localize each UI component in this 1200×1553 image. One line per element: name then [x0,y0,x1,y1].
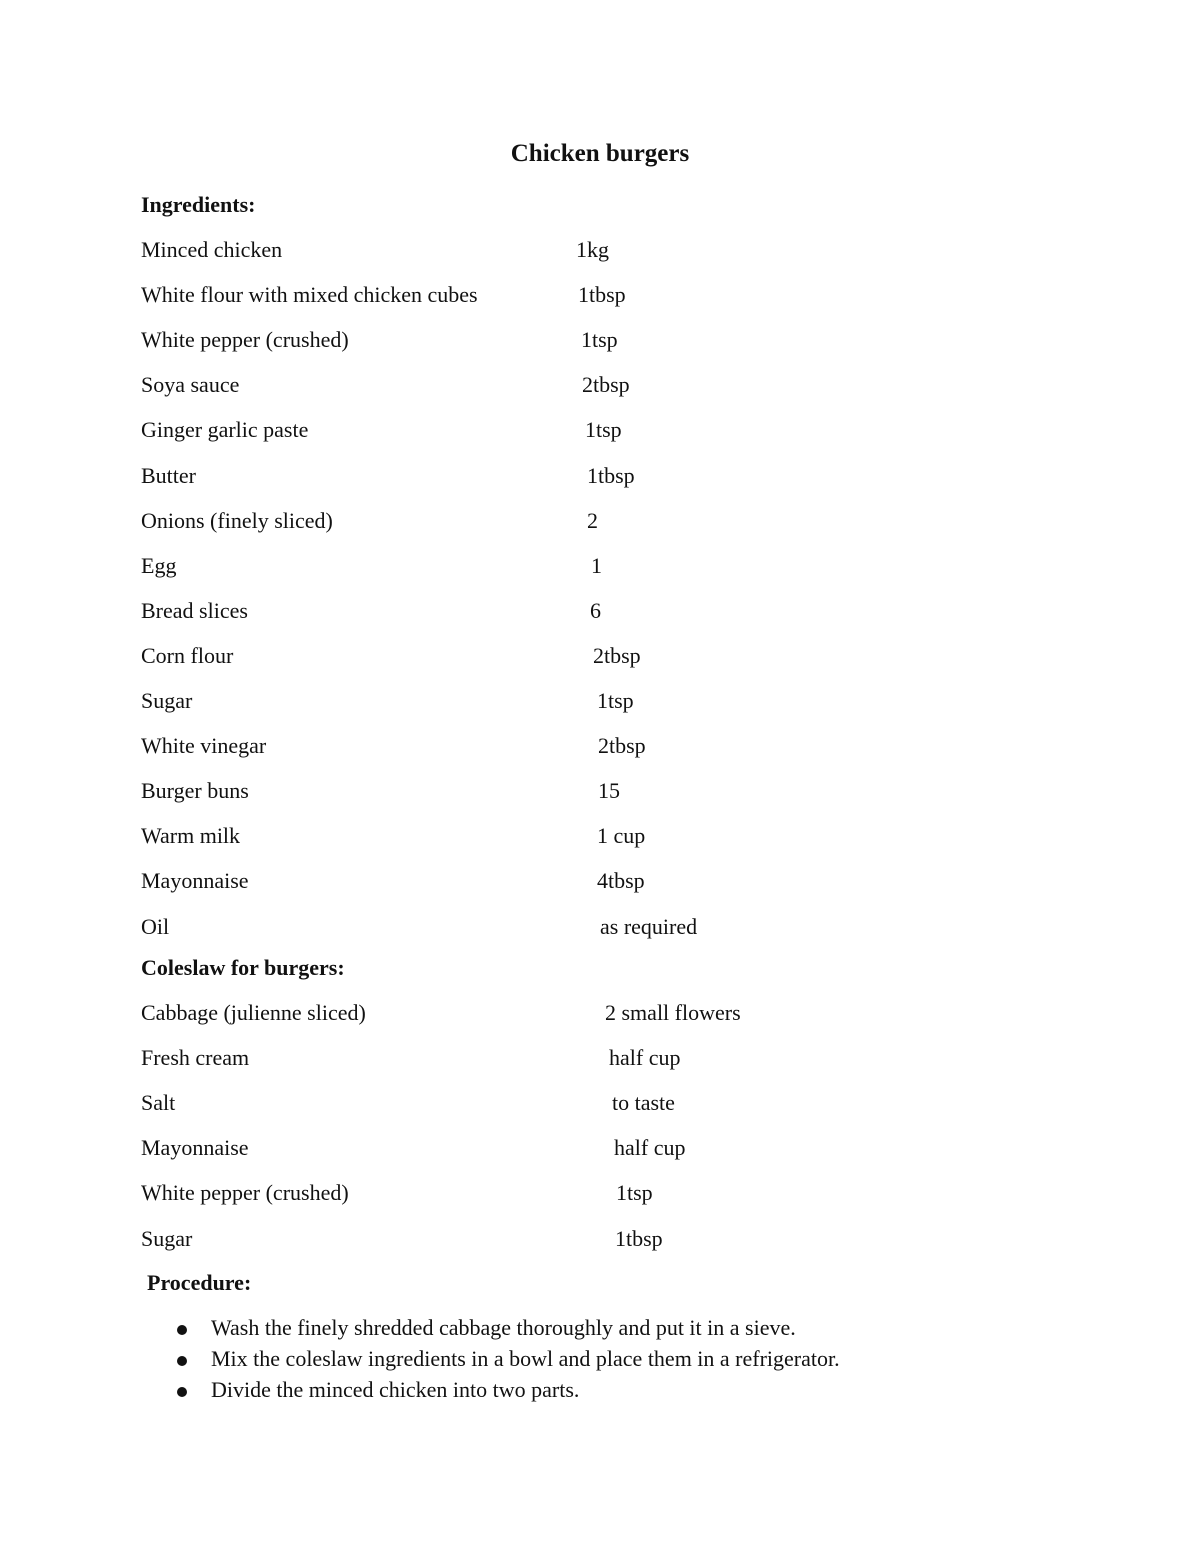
ingredient-quantity: 2tbsp [598,733,646,759]
ingredient-quantity: 4tbsp [597,868,645,894]
ingredient-quantity: 1tsp [597,688,634,713]
ingredient-name: Mayonnaise [141,1135,249,1161]
bullet-icon [177,1387,187,1397]
procedure-step-text: Wash the finely shredded cabbage thoroughly and put it in a sieve. [211,1315,796,1340]
ingredient-name: Fresh cream [141,1045,250,1071]
procedure-step-text: Divide the minced chicken into two parts. [211,1377,580,1402]
ingredient-quantity: 15 [598,778,620,804]
ingredient-quantity: to taste [612,1090,675,1116]
procedure-heading: Procedure: [147,1270,252,1295]
ingredient-quantity: 1tbsp [578,282,626,308]
coleslaw-heading: Coleslaw for burgers: [141,955,345,980]
ingredient-name: White vinegar [141,733,267,759]
ingredient-name: Burger buns [141,778,249,804]
ingredient-name: Bread slices [141,597,248,623]
ingredient-name: White pepper (crushed) [141,1180,349,1206]
ingredient-name: Salt [141,1090,176,1116]
ingredient-name: Mayonnaise [141,868,249,894]
ingredient-name: White flour with mixed chicken cubes [141,282,478,308]
ingredient-quantity: 1tsp [581,327,618,353]
ingredient-name: Soya sauce [141,372,240,398]
ingredient-quantity: 1 cup [597,823,646,849]
ingredient-quantity: as required [600,913,698,939]
procedure-step-text: Mix the coleslaw ingredients in a bowl and place them in a refrigerator. [211,1346,840,1371]
ingredient-name: Onions (finely sliced) [141,507,333,533]
ingredient-quantity: 1 [591,552,602,578]
ingredient-name: Ginger garlic paste [141,417,309,443]
ingredient-quantity: half cup [609,1045,681,1071]
ingredient-name: Cabbage (julienne sliced) [141,1000,366,1025]
ingredient-name: Egg [141,552,177,578]
ingredient-name: White pepper (crushed) [141,327,349,353]
ingredient-name: Sugar [141,1225,193,1251]
ingredient-quantity: 6 [590,597,601,623]
ingredient-quantity: 1kg [576,237,609,262]
ingredient-name: Sugar [141,688,193,713]
ingredient-quantity: 2 [587,507,598,533]
ingredient-quantity: 2tbsp [593,642,641,668]
bullet-icon [177,1356,187,1366]
ingredient-quantity: 2 small flowers [605,1000,741,1025]
ingredient-name: Butter [141,462,196,488]
recipe-title: Chicken burgers [510,140,690,167]
ingredient-quantity: 1tsp [585,417,622,443]
ingredient-quantity: half cup [614,1135,686,1161]
ingredient-name: Oil [141,913,170,939]
bullet-icon [177,1325,187,1335]
ingredient-name: Minced chicken [141,237,283,262]
ingredient-quantity: 1tsp [616,1180,653,1206]
ingredient-name: Warm milk [141,823,241,849]
ingredient-quantity: 2tbsp [582,372,630,398]
ingredients-heading: Ingredients: [141,192,256,217]
ingredient-quantity: 1tbsp [615,1225,663,1251]
ingredient-quantity: 1tbsp [587,462,635,488]
ingredient-name: Corn flour [141,642,234,668]
